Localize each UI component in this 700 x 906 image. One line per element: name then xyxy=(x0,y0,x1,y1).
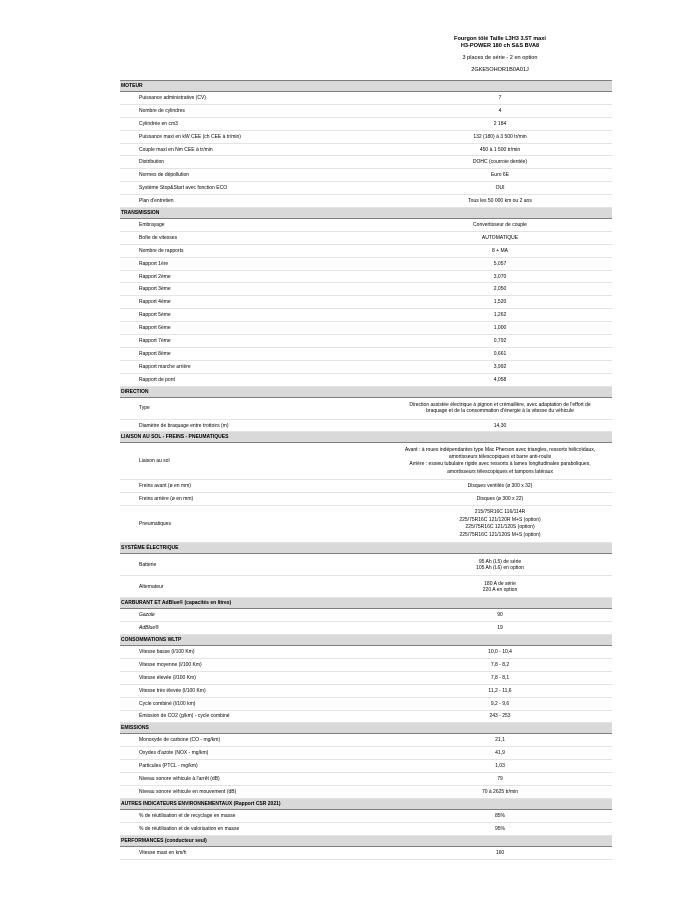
spec-value-line: 5,057 xyxy=(493,260,507,267)
spec-value-line: 85% xyxy=(495,812,506,819)
spec-value xyxy=(388,231,612,244)
spec-row xyxy=(120,117,612,130)
spec-label: Distribution xyxy=(120,156,388,169)
spec-row xyxy=(120,169,612,182)
spec-value-line: 19 xyxy=(497,625,503,632)
spec-value xyxy=(388,846,612,859)
spec-value xyxy=(388,156,612,169)
section-title: CONSOMMATIONS WLTP xyxy=(120,635,612,646)
spec-label: Nombre de cylindres xyxy=(120,104,388,117)
spec-row xyxy=(120,156,612,169)
spec-value-line: 7,8 - 8,1 xyxy=(490,674,510,681)
spec-row xyxy=(120,347,612,360)
spec-value-line: 90 xyxy=(497,612,503,619)
spec-row xyxy=(120,257,612,270)
section-header xyxy=(120,81,612,92)
spec-label: Freins avant (ø en mm) xyxy=(120,480,388,493)
spec-value xyxy=(388,576,612,598)
spec-label: Batterie xyxy=(120,554,388,576)
spec-row xyxy=(120,576,612,598)
spec-row xyxy=(120,219,612,232)
spec-value-line: Direction assistée électrique à pignon et crémaillère, avec adaptation de l'effort de xyxy=(409,402,591,409)
spec-value-line: 95 Ah (L5) de série xyxy=(478,558,522,565)
spec-label: Rapport 7ème xyxy=(120,335,388,348)
section-title: MOTEUR xyxy=(120,81,612,92)
version-code: 2GKE5OHOR1B0A01J xyxy=(471,67,529,74)
spec-row xyxy=(120,283,612,296)
spec-label: Rapport 1ère xyxy=(120,257,388,270)
spec-value-line: 105 Ah (L6) en option xyxy=(476,564,524,571)
spec-row xyxy=(120,684,612,697)
section-title: CARBURANT ET AdBlue® (capacités en litres) xyxy=(120,598,612,609)
section-header xyxy=(120,543,612,554)
spec-value-line: 220 A en option xyxy=(482,586,518,593)
spec-value xyxy=(388,506,612,543)
spec-value xyxy=(388,283,612,296)
spec-label: Vitesse élevée (l/100 Km) xyxy=(120,671,388,684)
spec-value xyxy=(388,195,612,208)
section-header xyxy=(120,723,612,734)
spec-row xyxy=(120,397,612,419)
spec-value-line: 70 à 2625 tr/min xyxy=(481,788,519,795)
spec-value-line: 0,792 xyxy=(493,337,507,344)
spec-value-line: 0,661 xyxy=(493,350,507,357)
spec-value-line: 160 xyxy=(495,849,505,856)
spec-value xyxy=(388,684,612,697)
spec-value xyxy=(388,373,612,386)
spec-row xyxy=(120,244,612,257)
spec-label: Niveau sonore véhicule en mouvement (dB) xyxy=(120,785,388,798)
spec-row xyxy=(120,554,612,576)
spec-row xyxy=(120,658,612,671)
spec-value-line: Euro 6E xyxy=(490,172,510,179)
spec-row xyxy=(120,734,612,747)
spec-value xyxy=(388,822,612,835)
spec-label: Alternateur xyxy=(120,576,388,598)
section-header xyxy=(120,386,612,397)
spec-value-line: Arrière : essieu tubulaire rigide avec ressorts à lames longitudinales paraboliques, xyxy=(409,461,591,468)
spec-label: Niveau sonore véhicule à l'arrêt (dB) xyxy=(120,773,388,786)
spec-row xyxy=(120,104,612,117)
spec-value xyxy=(388,419,612,432)
section-title: DIRECTION xyxy=(120,386,612,397)
spec-value xyxy=(388,182,612,195)
spec-value xyxy=(388,609,612,622)
spec-value xyxy=(388,219,612,232)
spec-value xyxy=(388,697,612,710)
spec-row xyxy=(120,143,612,156)
spec-label: Émission de CO2 (g/km) - cycle combiné xyxy=(120,710,388,723)
spec-row xyxy=(120,760,612,773)
section-title: SYSTÈME ÉLECTRIQUE xyxy=(120,543,612,554)
spec-value xyxy=(388,747,612,760)
spec-row xyxy=(120,335,612,348)
spec-row xyxy=(120,506,612,543)
spec-row xyxy=(120,182,612,195)
spec-value xyxy=(388,104,612,117)
spec-value xyxy=(388,169,612,182)
spec-value xyxy=(388,773,612,786)
spec-value xyxy=(388,710,612,723)
section-header xyxy=(120,835,612,846)
section-header xyxy=(120,432,612,443)
spec-label: Boîte de vitesses xyxy=(120,231,388,244)
spec-value-line: 180 A de série xyxy=(484,580,516,587)
spec-row xyxy=(120,697,612,710)
spec-value-line: 79 xyxy=(497,776,503,782)
spec-value-line: amortisseurs télescopiques et barre anti-roulis xyxy=(448,454,552,461)
spec-label: Rapport 2ème xyxy=(120,270,388,283)
spec-row xyxy=(120,773,612,786)
spec-label: Particules (PTCL - mg/km) xyxy=(120,760,388,773)
spec-label: Gazole xyxy=(120,609,388,622)
spec-row xyxy=(120,231,612,244)
spec-label: Rapport 3ème xyxy=(120,283,388,296)
spec-row xyxy=(120,493,612,506)
spec-row xyxy=(120,785,612,798)
spec-row xyxy=(120,747,612,760)
spec-row xyxy=(120,822,612,835)
spec-row xyxy=(120,710,612,723)
spec-value-line: 225/75R16C 121/120S M+S (option) xyxy=(459,531,541,538)
spec-label: Vitesse moyenne (l/100 Km) xyxy=(120,658,388,671)
spec-label: Type xyxy=(120,397,388,419)
spec-value-line: 1,000 xyxy=(493,325,507,332)
spec-row xyxy=(120,270,612,283)
spec-value-line: 7,8 - 8,2 xyxy=(490,661,510,668)
spec-row xyxy=(120,622,612,635)
spec-value xyxy=(388,493,612,506)
spec-row xyxy=(120,671,612,684)
spec-value-line: 225/75R16C 121/120S (option) xyxy=(465,524,535,531)
spec-value-line: 2,050 xyxy=(493,286,507,293)
spec-label: Cycle combiné (l/100 km) xyxy=(120,697,388,710)
spec-row xyxy=(120,360,612,373)
spec-value-line: 132 (180) à 3 500 tr/min xyxy=(473,133,527,140)
section-header xyxy=(120,208,612,219)
spec-value-line: AUTOMATIQUE xyxy=(481,234,519,241)
spec-value-line: OUI xyxy=(495,185,505,192)
spec-label: AdBlue® xyxy=(120,622,388,635)
spec-value xyxy=(388,360,612,373)
spec-value xyxy=(388,554,612,576)
spec-value xyxy=(388,244,612,257)
spec-value-line: 10,0 - 10,4 xyxy=(488,648,512,655)
spec-value-line: Disques (ø 300 x 22) xyxy=(476,496,524,503)
spec-value-line: Disques ventilés (ø 300 x 32) xyxy=(467,483,533,490)
spec-value-line: 41,9 xyxy=(495,750,505,757)
spec-value-line: 95% xyxy=(495,825,506,832)
spec-value-line: 225/75R16C 121/120R M+S (option) xyxy=(459,516,541,523)
spec-value-line: 8 + MA xyxy=(492,247,508,254)
spec-value-line: 21,1 xyxy=(495,737,505,744)
spec-label: Normes de dépollution xyxy=(120,169,388,182)
spec-value xyxy=(388,309,612,322)
spec-label: Pneumatiques xyxy=(120,506,388,543)
spec-label: Diamètre de braquage entre trottoirs (m) xyxy=(120,419,388,432)
spec-value xyxy=(388,443,612,480)
spec-label: % de réutilisation et de valorisation en masse xyxy=(120,822,388,835)
seat-count: 3 places de série - 2 en option xyxy=(462,55,538,62)
spec-row xyxy=(120,443,612,480)
spec-value-line: amortisseurs télescopiques et tampons latéraux xyxy=(447,468,553,475)
spec-value-line: 4 xyxy=(498,107,502,114)
spec-label: Rapport 6ème xyxy=(120,322,388,335)
spec-label: Monoxyde de carbone (CO - mg/km) xyxy=(120,734,388,747)
spec-value xyxy=(388,322,612,335)
spec-label: Puissance maxi en kW CEE (ch CEE à tr/min) xyxy=(120,130,388,143)
spec-value-line: 215/75R16C 116/114R xyxy=(474,509,526,516)
spec-row xyxy=(120,480,612,493)
document-header xyxy=(390,36,610,75)
section-title: PERFORMANCES (conducteur seul) xyxy=(120,835,612,846)
section-header xyxy=(120,598,612,609)
spec-value xyxy=(388,257,612,270)
spec-label: Cylindrée en cm3 xyxy=(120,117,388,130)
spec-label: Vitesse très élevée (l/100 Km) xyxy=(120,684,388,697)
spec-row xyxy=(120,322,612,335)
vehicle-title-line1: Fourgon tôlé Taille L3H3 3.5T maxi xyxy=(454,36,546,42)
spec-value-line: Convertisseur de couple xyxy=(473,221,527,228)
spec-value-line: 14,30 xyxy=(493,422,507,429)
spec-row xyxy=(120,92,612,105)
spec-value-line: 11,2 - 11,6 xyxy=(488,687,512,694)
spec-value xyxy=(388,760,612,773)
vehicle-title-line2: H3-POWER 180 ch S&S BVA8 xyxy=(460,43,540,50)
spec-value xyxy=(388,646,612,659)
spec-value-line: braquage et de la consommation d'énergie à la vitesse du véhicule xyxy=(426,408,574,415)
spec-value xyxy=(388,622,612,635)
spec-value xyxy=(388,117,612,130)
spec-value xyxy=(388,143,612,156)
specifications-table xyxy=(120,80,612,860)
spec-value xyxy=(388,480,612,493)
spec-label: Rapport 8ème xyxy=(120,347,388,360)
spec-value xyxy=(388,734,612,747)
spec-label: Freins arrière (ø en mm) xyxy=(120,493,388,506)
spec-label: Puissance administrative (CV) xyxy=(120,92,388,105)
spec-value xyxy=(388,397,612,419)
spec-row xyxy=(120,373,612,386)
spec-label: Vitesse maxi en km/h xyxy=(120,846,388,859)
spec-value-line: 1,262 xyxy=(493,312,507,319)
spec-value xyxy=(388,92,612,105)
spec-value xyxy=(388,809,612,822)
spec-label: Vitesse basse (l/100 Km) xyxy=(120,646,388,659)
spec-value xyxy=(388,347,612,360)
spec-value-line: DOHC (courroie dentée) xyxy=(472,159,528,166)
section-title: AUTRES INDICATEURS ENVIRONNEMENTAUX (Rapport CSR 2021) xyxy=(120,798,612,809)
spec-row xyxy=(120,309,612,322)
spec-row xyxy=(120,846,612,859)
spec-label: Oxydes d'azote (NOX - mg/km) xyxy=(120,747,388,760)
spec-row xyxy=(120,646,612,659)
spec-row xyxy=(120,130,612,143)
spec-label: Rapport marche arrière xyxy=(120,360,388,373)
spec-value-line: 7 xyxy=(498,94,502,101)
section-header xyxy=(120,798,612,809)
spec-label: % de réutilisation et de recyclage en masse xyxy=(120,809,388,822)
spec-label: Système Stop&Start avec fonction ECO xyxy=(120,182,388,195)
spec-value-line: 3,070 xyxy=(493,273,507,280)
spec-value-line: 4,058 xyxy=(493,376,507,383)
section-title: TRANSMISSION xyxy=(120,208,612,219)
spec-value xyxy=(388,270,612,283)
spec-row xyxy=(120,609,612,622)
spec-value-line: 1,520 xyxy=(493,299,507,306)
spec-label: Rapport 5ème xyxy=(120,309,388,322)
section-header xyxy=(120,635,612,646)
spec-value xyxy=(388,658,612,671)
spec-label: Plan d'entretien xyxy=(120,195,388,208)
spec-label: Nombre de rapports xyxy=(120,244,388,257)
spec-value xyxy=(388,130,612,143)
spec-row xyxy=(120,809,612,822)
spec-label: Embrayage xyxy=(120,219,388,232)
spec-row xyxy=(120,419,612,432)
spec-value-line: 243 - 253 xyxy=(489,713,511,720)
spec-value-line: 9,2 - 9,6 xyxy=(490,700,510,707)
spec-value xyxy=(388,785,612,798)
spec-row xyxy=(120,195,612,208)
spec-label: Rapport 4ème xyxy=(120,296,388,309)
spec-label: Couple maxi en Nm CEE à tr/min xyxy=(120,143,388,156)
spec-value-line: 450 à 1 500 tr/min xyxy=(479,146,521,153)
spec-value-line: 2 184 xyxy=(493,120,507,127)
spec-row xyxy=(120,296,612,309)
section-title: LIAISON AU SOL - FREINS - PNEUMATIQUES xyxy=(120,432,612,443)
spec-value-line: Avant : à roues indépendantes type Mac Pherson avec triangles, ressorts hélicoïdaux, xyxy=(404,446,596,453)
spec-value xyxy=(388,335,612,348)
spec-value xyxy=(388,296,612,309)
spec-label: Liaison au sol xyxy=(120,443,388,480)
spec-value-line: 1,03 xyxy=(495,763,505,770)
spec-value xyxy=(388,671,612,684)
spec-value-line: Tous les 50 000 km ou 2 ans xyxy=(468,198,532,205)
spec-label: Rapport de pont xyxy=(120,373,388,386)
spec-value-line: 3,992 xyxy=(493,363,507,370)
section-title: EMISSIONS xyxy=(120,723,612,734)
